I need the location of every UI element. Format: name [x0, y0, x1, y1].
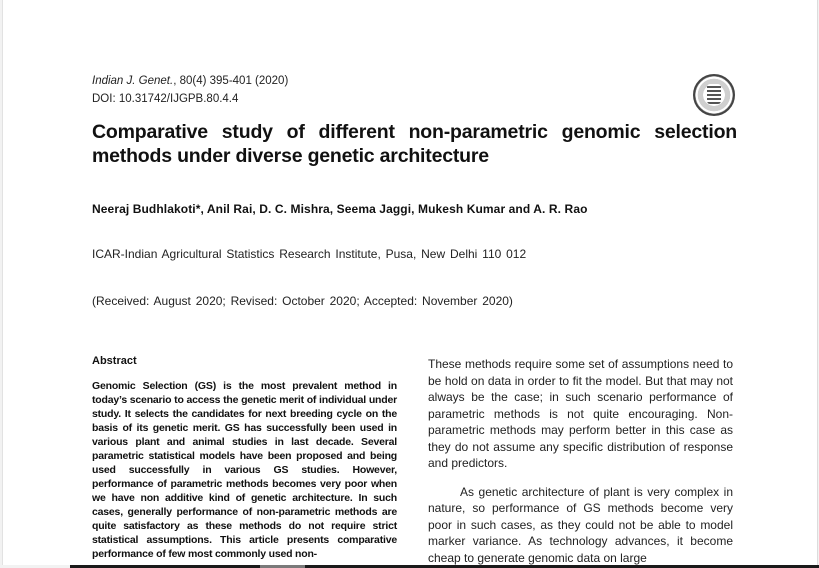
paper-title: Comparative study of different non-parametric genomic selection methods under diverse genetic architecture [92, 121, 737, 167]
document-page [2, 0, 818, 565]
journal-citation [92, 72, 288, 90]
abstract-text: Genomic Selection (GS) is the most prevalent method in today’s scenario to access the genetic merit of individual under study. It selects the candidates for next breeding cycle on the basis of its genetic merit. GS has successfully been used in various plant and animal studies in last decade. Several parametric statistical models have been proposed and being used successfully in various GS studies. However, performance of parametric methods becomes very poor when we have non additive kind of genetic architecture. In such cases, generally performance of non-parametric methods are quite satisfactory as these methods do not require strict statistical assumptions. This article presents comparative performance of few most commonly used non- [92, 380, 397, 560]
journal-name: Indian J. Genet. [92, 75, 174, 87]
volume-pages-year: , 80(4) 395-401 (2020) [173, 75, 289, 87]
affiliation: ICAR-Indian Agricultural Statistics Research Institute, Pusa, New Delhi 110 012 [92, 247, 527, 261]
abstract-heading: Abstract [92, 355, 137, 367]
paragraph: As genetic architecture of plant is very complex in nature, so performance of GS methods become very poor in such cases, as they could not be able to model marker variance. As technology advances, it become cheap to generate genomic data on large [428, 484, 733, 565]
paragraph: These methods require some set of assumptions need to be hold on data in order to fit the model. But that may not always be the case; in such scenario performance of parametric methods is not quite encouraging. Non- parametric methods may perform better in this case as they do not assume any specific distribution of response and predictors. [428, 357, 733, 470]
doi: DOI: 10.31742/IJGPB.80.4.4 [92, 93, 239, 105]
society-seal-icon [693, 74, 735, 116]
author-list: Neeraj Budhlakoti*, Anil Rai, D. C. Mishra, Seema Jaggi, Mukesh Kumar and A. R. Rao [92, 202, 588, 216]
right-column [428, 356, 733, 565]
emblem-icon [707, 84, 721, 104]
citation-block [92, 72, 288, 108]
submission-history: (Received: August 2020; Revised: October 2020; Accepted: November 2020) [92, 294, 513, 308]
